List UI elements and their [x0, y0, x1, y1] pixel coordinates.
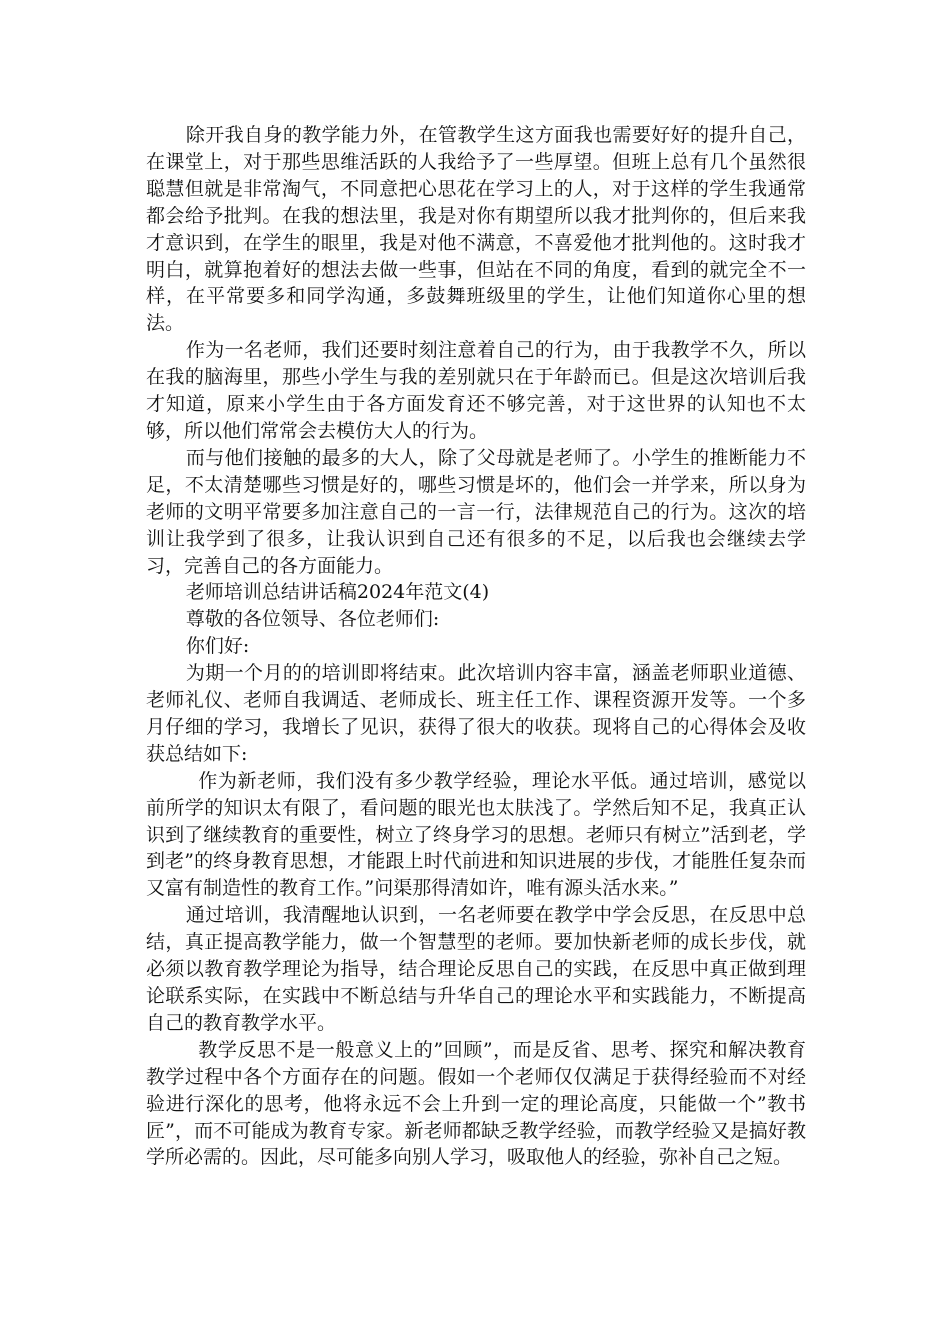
- section-title: 老师培训总结讲话稿2024年范文(4): [185, 581, 490, 604]
- body-paragraph: 作为新老师，我们没有多少教学经验，理论水平低。通过培训，感觉以前所学的知识太有限了，看问题的眼光也太肤浅了。学然后知不足，我真正认识到了继续教育的重要性，树立了终身学习的思想。老师只有树立”活到老，学到老”的终身教育思想，才能跟上时代前进和知识进展的步伐，才能胜任复杂而又富有制造性的教育工作。”问渠那得清如许，唯有源头活水来。”: [146, 769, 806, 900]
- body-paragraph: 除开我自身的教学能力外，在管教学生这方面我也需要好好的提升自己，在课堂上，对于那些思维活跃的人我给予了一些厚望。但班上总有几个虽然很聪慧但就是非常淘气，不同意把心思花在学习上的人，对于这样的学生我通常都会给予批判。在我的想法里，我是对你有期望所以我才批判你的，但后来我才意识到，在学生的眼里，我是对他不满意，不喜爱他才批判他的。这时我才明白，就算抱着好的想法去做一些事，但站在不同的角度，看到的就完全不一样，在平常要多和同学沟通，多鼓舞班级里的学生，让他们知道你心里的想法。: [146, 124, 806, 335]
- greeting: 你们好:: [185, 635, 250, 658]
- body-paragraph: 作为一名老师，我们还要时刻注意着自己的行为，由于我教学不久，所以在我的脑海里，那些小学生与我的差别就只在于年龄而已。但是这次培训后我才知道，原来小学生由于各方面发育还不够完善，对于这世界的认知也不太够，所以他们常常会去模仿大人的行为。: [146, 339, 806, 442]
- body-paragraph: 通过培训，我清醒地认识到，一名老师要在教学中学会反思，在反思中总结，真正提高教学能力，做一个智慧型的老师。要加快新老师的成长步伐，就必须以教育教学理论为指导，结合理论反思自己的实践，在反思中真正做到理论联系实际，在实践中不断总结与升华自己的理论水平和实践能力，不断提高自己的教育教学水平。: [146, 904, 806, 1034]
- body-paragraph: 而与他们接触的最多的大人，除了父母就是老师了。小学生的推断能力不足，不太清楚哪些习惯是好的，哪些习惯是坏的，他们会一并学来，所以身为老师的文明平常要多加注意自己的一言一行，法律规范自己的行为。这次的培训让我学到了很多，让我认识到自己还有很多的不足，以后我也会继续去学习，完善自己的各方面能力。: [146, 446, 806, 577]
- body-paragraph: 教学反思不是一般意义上的”回顾”，而是反省、思考、探究和解决教育教学过程中各个方面存在的问题。假如一个老师仅仅满足于获得经验而不对经验进行深化的思考，他将永远不会上升到一定的理论高度，只能做一个”教书匠”，而不可能成为教育专家。新老师都缺乏教学经验，而教学经验又是搞好教学所必需的。因此，尽可能多向别人学习，吸取他人的经验，弥补自己之短。: [146, 1038, 806, 1169]
- salutation: 尊敬的各位领导、各位老师们:: [185, 608, 440, 631]
- document-page: [146, 122, 806, 1171]
- body-paragraph: 为期一个月的的培训即将结束。此次培训内容丰富，涵盖老师职业道德、老师礼仪、老师自我调适、老师成长、班主任工作、课程资源开发等。一个多月仔细的学习，我增长了见识，获得了很大的收获。现将自己的心得体会及收获总结如下:: [146, 662, 806, 765]
